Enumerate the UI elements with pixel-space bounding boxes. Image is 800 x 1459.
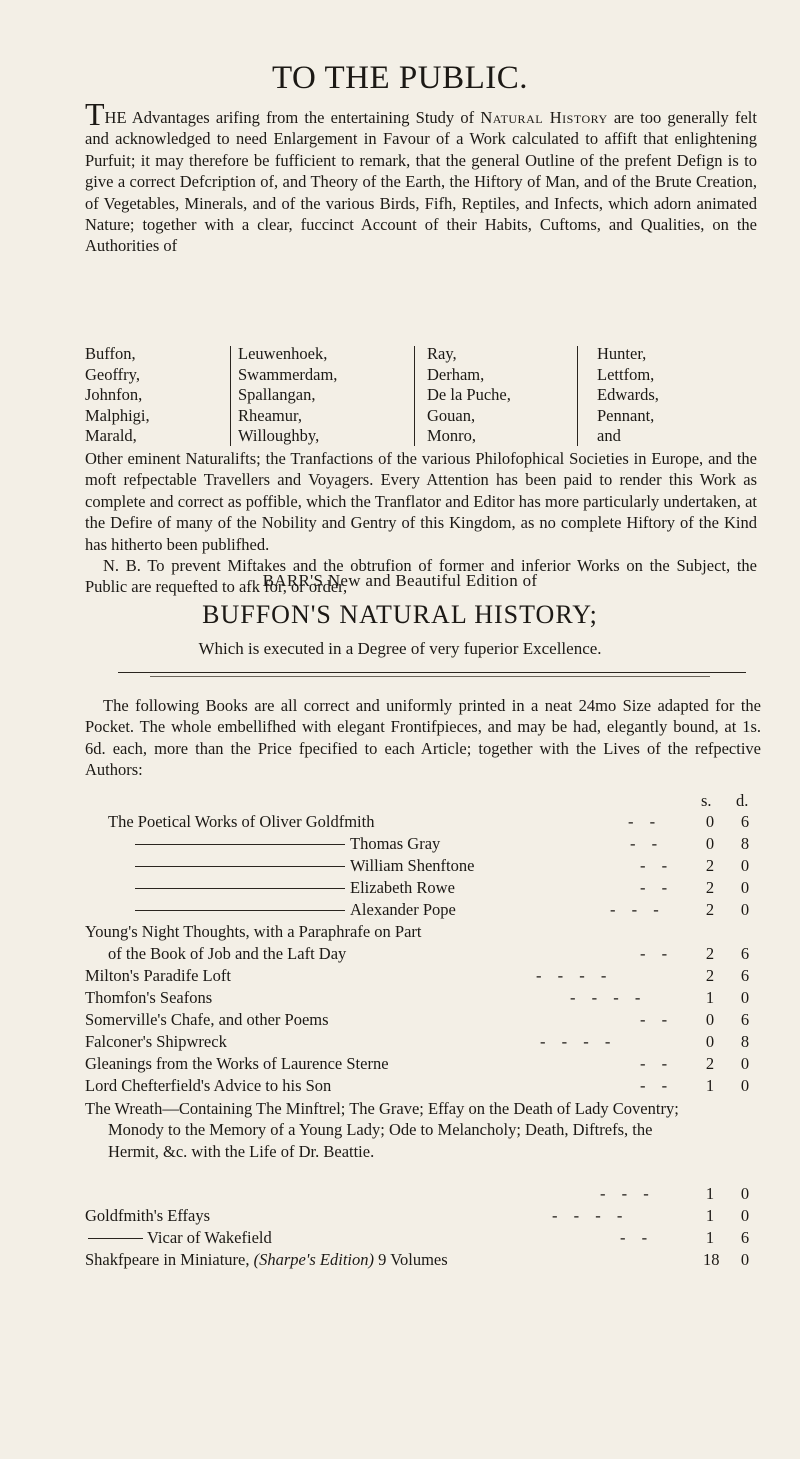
book-price-s: 2 bbox=[705, 966, 715, 985]
book-row: William Shenftone - - 2 0 bbox=[0, 856, 800, 878]
book-row: Milton's Paradife Loft - - - - 2 6 bbox=[0, 966, 800, 988]
author-name: Rheamur, bbox=[238, 405, 302, 425]
book-price-d: 0 bbox=[740, 878, 750, 897]
book-title: Milton's Paradife Loft bbox=[85, 966, 231, 985]
book-price-d: 6 bbox=[740, 944, 750, 963]
book-price-s: 2 bbox=[705, 856, 715, 875]
book-row bbox=[0, 922, 800, 944]
book-row bbox=[0, 1250, 800, 1272]
authorities-table bbox=[85, 344, 757, 448]
book-row: Falconer's Shipwreck - - - - 0 8 bbox=[0, 1032, 800, 1054]
divider-rule bbox=[118, 672, 746, 673]
ditto-rule bbox=[135, 866, 345, 867]
ditto-rule bbox=[135, 844, 345, 845]
natural-history-smallcaps: Natural History bbox=[480, 108, 608, 127]
author-name: Swammerdam, bbox=[238, 364, 338, 384]
book-title: The Poetical Works of Oliver Goldfmith bbox=[108, 812, 375, 831]
book-title-edition: (Sharpe's Edition) bbox=[253, 1250, 374, 1269]
book-price-s: 1 bbox=[705, 1228, 715, 1247]
book-price-s: 2 bbox=[705, 878, 715, 897]
author-name: Derham, bbox=[427, 364, 485, 384]
book-row: Thomfon's Seafons - - - - 1 0 bbox=[0, 988, 800, 1010]
author-name: Edwards, bbox=[597, 385, 659, 404]
book-price-d: 0 bbox=[740, 1076, 750, 1095]
author-name: Malphigi, bbox=[85, 405, 150, 425]
intro-text-b: are too generally felt and acknowledged to need Enlargement in Favour of a Work calculated to affift that enlightening Purfuit; it may therefore be fufficient to remark, that the general Outline of the prefent Defign is to give a correct Defcription of, and Theory of the Earth, the Hiftory of Man, and of the Brute Creation, of Vegetables, Minerals, and of the various Birds, Fifh, Reptiles, and Infects, which adorn animated Nature; together with a clear, fuccinct Account of their Habits, Cuftoms, and Qualities, on the Authorities of bbox=[85, 108, 757, 256]
book-price-s: 2 bbox=[705, 900, 715, 919]
author-name: Hunter, bbox=[597, 344, 647, 363]
author-name: Lettfom, bbox=[597, 364, 655, 384]
book-price-d: 0 bbox=[740, 856, 750, 875]
book-price-s: 1 bbox=[705, 1184, 715, 1203]
ditto-rule bbox=[88, 1238, 143, 1239]
book-title: Lord Chefterfield's Advice to his Son bbox=[85, 1076, 332, 1095]
authorities-column-4 bbox=[597, 344, 659, 447]
book-title: Young's Night Thoughts, with a Paraphrafe on Part bbox=[85, 922, 422, 941]
ditto-rule bbox=[135, 910, 345, 911]
book-price-d: 0 bbox=[740, 1206, 750, 1225]
book-title bbox=[85, 1250, 448, 1270]
book-title: Thomas Gray bbox=[350, 834, 441, 853]
book-price-d: 6 bbox=[740, 812, 750, 831]
book-price-s: 18 bbox=[703, 1250, 720, 1269]
book-price-s: 2 bbox=[705, 944, 715, 963]
author-name: and bbox=[597, 426, 621, 445]
book-title: Thomfon's Seafons bbox=[85, 988, 213, 1007]
author-name: De la Puche, bbox=[427, 385, 511, 404]
authorities-column-3 bbox=[427, 344, 511, 447]
buffon-title: BUFFON'S NATURAL HISTORY; bbox=[202, 600, 598, 629]
author-name: Buffon, bbox=[85, 344, 136, 363]
book-row: - - - 1 0 bbox=[0, 1184, 800, 1206]
book-price-d: 6 bbox=[740, 966, 750, 985]
column-divider bbox=[230, 346, 231, 446]
author-name: Gouan, bbox=[427, 405, 476, 425]
books-intro-paragraph bbox=[85, 695, 761, 781]
author-name: Pennant, bbox=[597, 405, 655, 425]
book-title: Vicar of Wakefield bbox=[147, 1228, 272, 1247]
author-name: Marald, bbox=[85, 426, 137, 445]
book-price-d: 8 bbox=[740, 834, 750, 853]
book-price-s: 1 bbox=[705, 1206, 715, 1225]
author-name: Willoughby, bbox=[238, 426, 320, 445]
book-title: Elizabeth Rowe bbox=[350, 878, 455, 897]
shillings-header: s. bbox=[701, 791, 712, 810]
page-title: TO THE PUBLIC. bbox=[271, 60, 529, 96]
divider-rule bbox=[150, 676, 710, 677]
column-divider bbox=[414, 346, 415, 446]
book-title: Gleanings from the Works of Laurence Sterne bbox=[85, 1054, 389, 1073]
book-price-d: 0 bbox=[740, 900, 750, 919]
authorities-column-2 bbox=[238, 344, 337, 447]
author-name: Spallangan, bbox=[238, 385, 316, 404]
book-title-wreath: The Wreath—Containing The Minftrel; The Grave; Effay on the Death of Lady Coventry; Monody to the Memory of a Young Lady; Ode to Melancholy; Death, Diftrefs, the Hermit, &c. with the Life of Dr. Beattie. bbox=[85, 1099, 679, 1161]
barr-edition-line: BARR'S New and Beautiful Edition of bbox=[262, 571, 538, 590]
book-price-d: 6 bbox=[740, 1010, 750, 1029]
nb-paragraph: N. B. To prevent Miftakes and the obtrufion of former and inferior Works on the Subject, the Public are requefted to afk for, or order, bbox=[85, 556, 757, 597]
book-row: Vicar of Wakefield - - 1 6 bbox=[0, 1228, 800, 1250]
author-name: Leuwenhoek, bbox=[238, 344, 328, 363]
book-row: Goldfmith's Effays - - - - 1 0 bbox=[0, 1206, 800, 1228]
book-price-s: 0 bbox=[705, 1010, 715, 1029]
book-row: The Poetical Works of Oliver Goldfmith - - 0 6 bbox=[0, 812, 800, 834]
book-price-s: 0 bbox=[705, 834, 715, 853]
book-title: of the Book of Job and the Laft Day bbox=[108, 944, 347, 963]
book-price-s: 0 bbox=[705, 1032, 715, 1051]
book-price-s: 0 bbox=[705, 812, 715, 831]
book-price-s: 1 bbox=[705, 1076, 715, 1095]
book-title: Somerville's Chafe, and other Poems bbox=[85, 1010, 329, 1029]
book-row: Thomas Gray - - 0 8 bbox=[0, 834, 800, 856]
book-price-s: 2 bbox=[705, 1054, 715, 1073]
book-price-d: 6 bbox=[740, 1228, 750, 1247]
book-row: Somerville's Chafe, and other Poems - - 0 6 bbox=[0, 1010, 800, 1032]
book-price-s: 1 bbox=[705, 988, 715, 1007]
book-row: of the Book of Job and the Laft Day - - 2 6 bbox=[0, 944, 800, 966]
book-row: Lord Chefterfield's Advice to his Son - - 1 0 bbox=[0, 1076, 800, 1098]
book-title: Alexander Pope bbox=[350, 900, 456, 919]
book-title-volumes: 9 Volumes bbox=[378, 1250, 448, 1269]
book-price-d: 0 bbox=[740, 1250, 750, 1269]
authorities-column-1 bbox=[85, 344, 150, 447]
books-intro-text: The following Books are all correct and uniformly printed in a neat 24mo Size adapted for the Pocket. The whole embellifhed with elegant Frontifpieces, and may be had, elegantly bound, at 1s. 6d. each, more than the Price fpecified to each Article; together with the Lives of the refpective Authors: bbox=[85, 696, 761, 780]
book-row: Elizabeth Rowe - - 2 0 bbox=[0, 878, 800, 900]
book-row: Alexander Pope - - - 2 0 bbox=[0, 900, 800, 922]
author-name: Geoffry, bbox=[85, 364, 140, 384]
book-title: Falconer's Shipwreck bbox=[85, 1032, 227, 1051]
naturalists-paragraph: Other eminent Naturalifts; the Tranfactions of the various Philofophical Societies in Europe, and the moft refpectable Travellers and Voyagers. Every Attention has been paid to render this Work as complete and correct as poffible, which the Tranflator and Editor has more particularly undertaken, at the Defire of many of the Nobility and Gentry of this Kingdom, as no complete Hiftory of the Kind has hitherto been publifhed. bbox=[85, 449, 757, 554]
book-price-d: 0 bbox=[740, 1054, 750, 1073]
book-title: Goldfmith's Effays bbox=[85, 1206, 211, 1225]
book-price-d: 0 bbox=[740, 1184, 750, 1203]
author-name: Johnfon, bbox=[85, 385, 143, 404]
author-name: Ray, bbox=[427, 344, 457, 363]
ditto-rule bbox=[135, 888, 345, 889]
book-price-d: 8 bbox=[740, 1032, 750, 1051]
column-divider bbox=[577, 346, 578, 446]
excellence-line: Which is executed in a Degree of very fuperior Excellence. bbox=[198, 639, 602, 658]
book-title-main: Shakfpeare in Miniature, bbox=[85, 1250, 250, 1269]
intro-text-a: HE Advantages arifing from the entertaining Study of bbox=[104, 108, 481, 127]
book-title: William Shenftone bbox=[350, 856, 475, 875]
drop-cap: T bbox=[85, 96, 105, 132]
book-price-d: 0 bbox=[740, 988, 750, 1007]
intro-paragraph bbox=[85, 96, 757, 257]
author-name: Monro, bbox=[427, 426, 477, 445]
book-row: Gleanings from the Works of Laurence Sterne - - 2 0 bbox=[0, 1054, 800, 1076]
pence-header: d. bbox=[736, 791, 749, 810]
